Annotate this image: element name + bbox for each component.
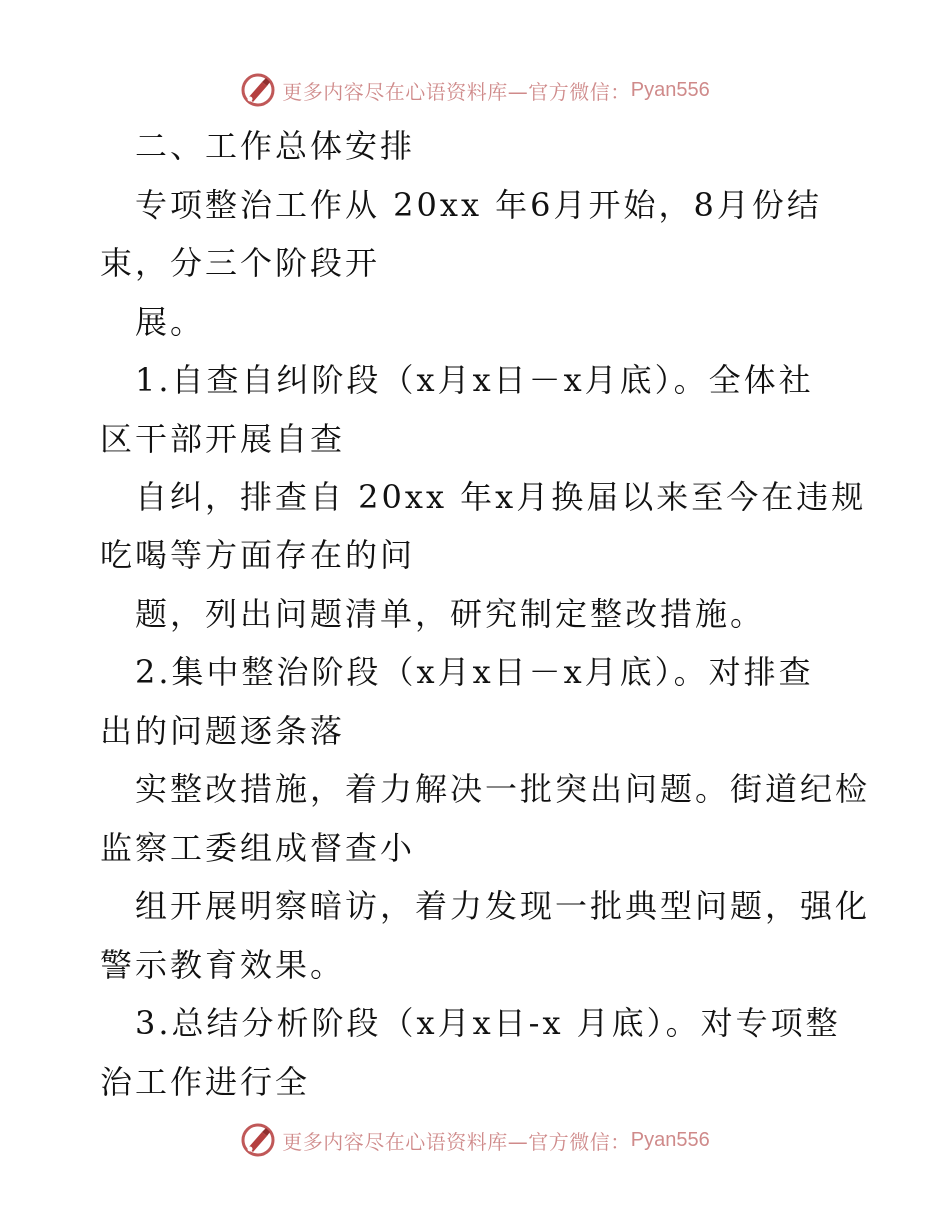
body-line: 束，分三个阶段开 <box>100 244 381 282</box>
body-line: 吃喝等方面存在的问 <box>100 536 416 574</box>
section-heading: 二、工作总体安排 <box>135 127 416 165</box>
body-line: 区干部开展自查 <box>100 420 346 458</box>
pen-logo-icon <box>240 1122 276 1158</box>
watermark-account: Pyan556 <box>630 1128 710 1151</box>
body-line: 专项整治工作从 20xx 年6月开始，8月份结 <box>135 186 822 224</box>
body-line: 1.自查自纠阶段（x月x日－x月底）。全体社 <box>135 361 814 399</box>
header-watermark <box>0 70 950 110</box>
body-line: 警示教育效果。 <box>100 946 346 984</box>
body-line: 出的问题逐条落 <box>100 712 346 750</box>
body-line: 题，列出问题清单，研究制定整改措施。 <box>135 595 766 633</box>
body-line: 展。 <box>135 303 206 341</box>
watermark-text: 更多内容尽在心语资料库—官方微信： <box>282 79 631 104</box>
body-line: 实整改措施，着力解决一批突出问题。街道纪检 <box>135 770 871 808</box>
watermark-account: Pyan556 <box>630 78 710 101</box>
body-line: 组开展明察暗访，着力发现一批典型问题，强化 <box>135 887 871 925</box>
body-line: 监察工委组成督查小 <box>100 829 416 867</box>
pen-logo-icon <box>240 72 276 108</box>
body-line: 自纠，排查自 20xx 年x月换届以来至今在违规 <box>135 478 867 516</box>
body-line: 2.集中整治阶段（x月x日－x月底）。对排查 <box>135 653 814 691</box>
footer-watermark <box>0 1120 950 1160</box>
body-line: 治工作进行全 <box>100 1063 311 1101</box>
body-line: 3.总结分析阶段（x月x日-x 月底）。对专项整 <box>135 1004 841 1042</box>
watermark-text: 更多内容尽在心语资料库—官方微信： <box>282 1129 631 1154</box>
